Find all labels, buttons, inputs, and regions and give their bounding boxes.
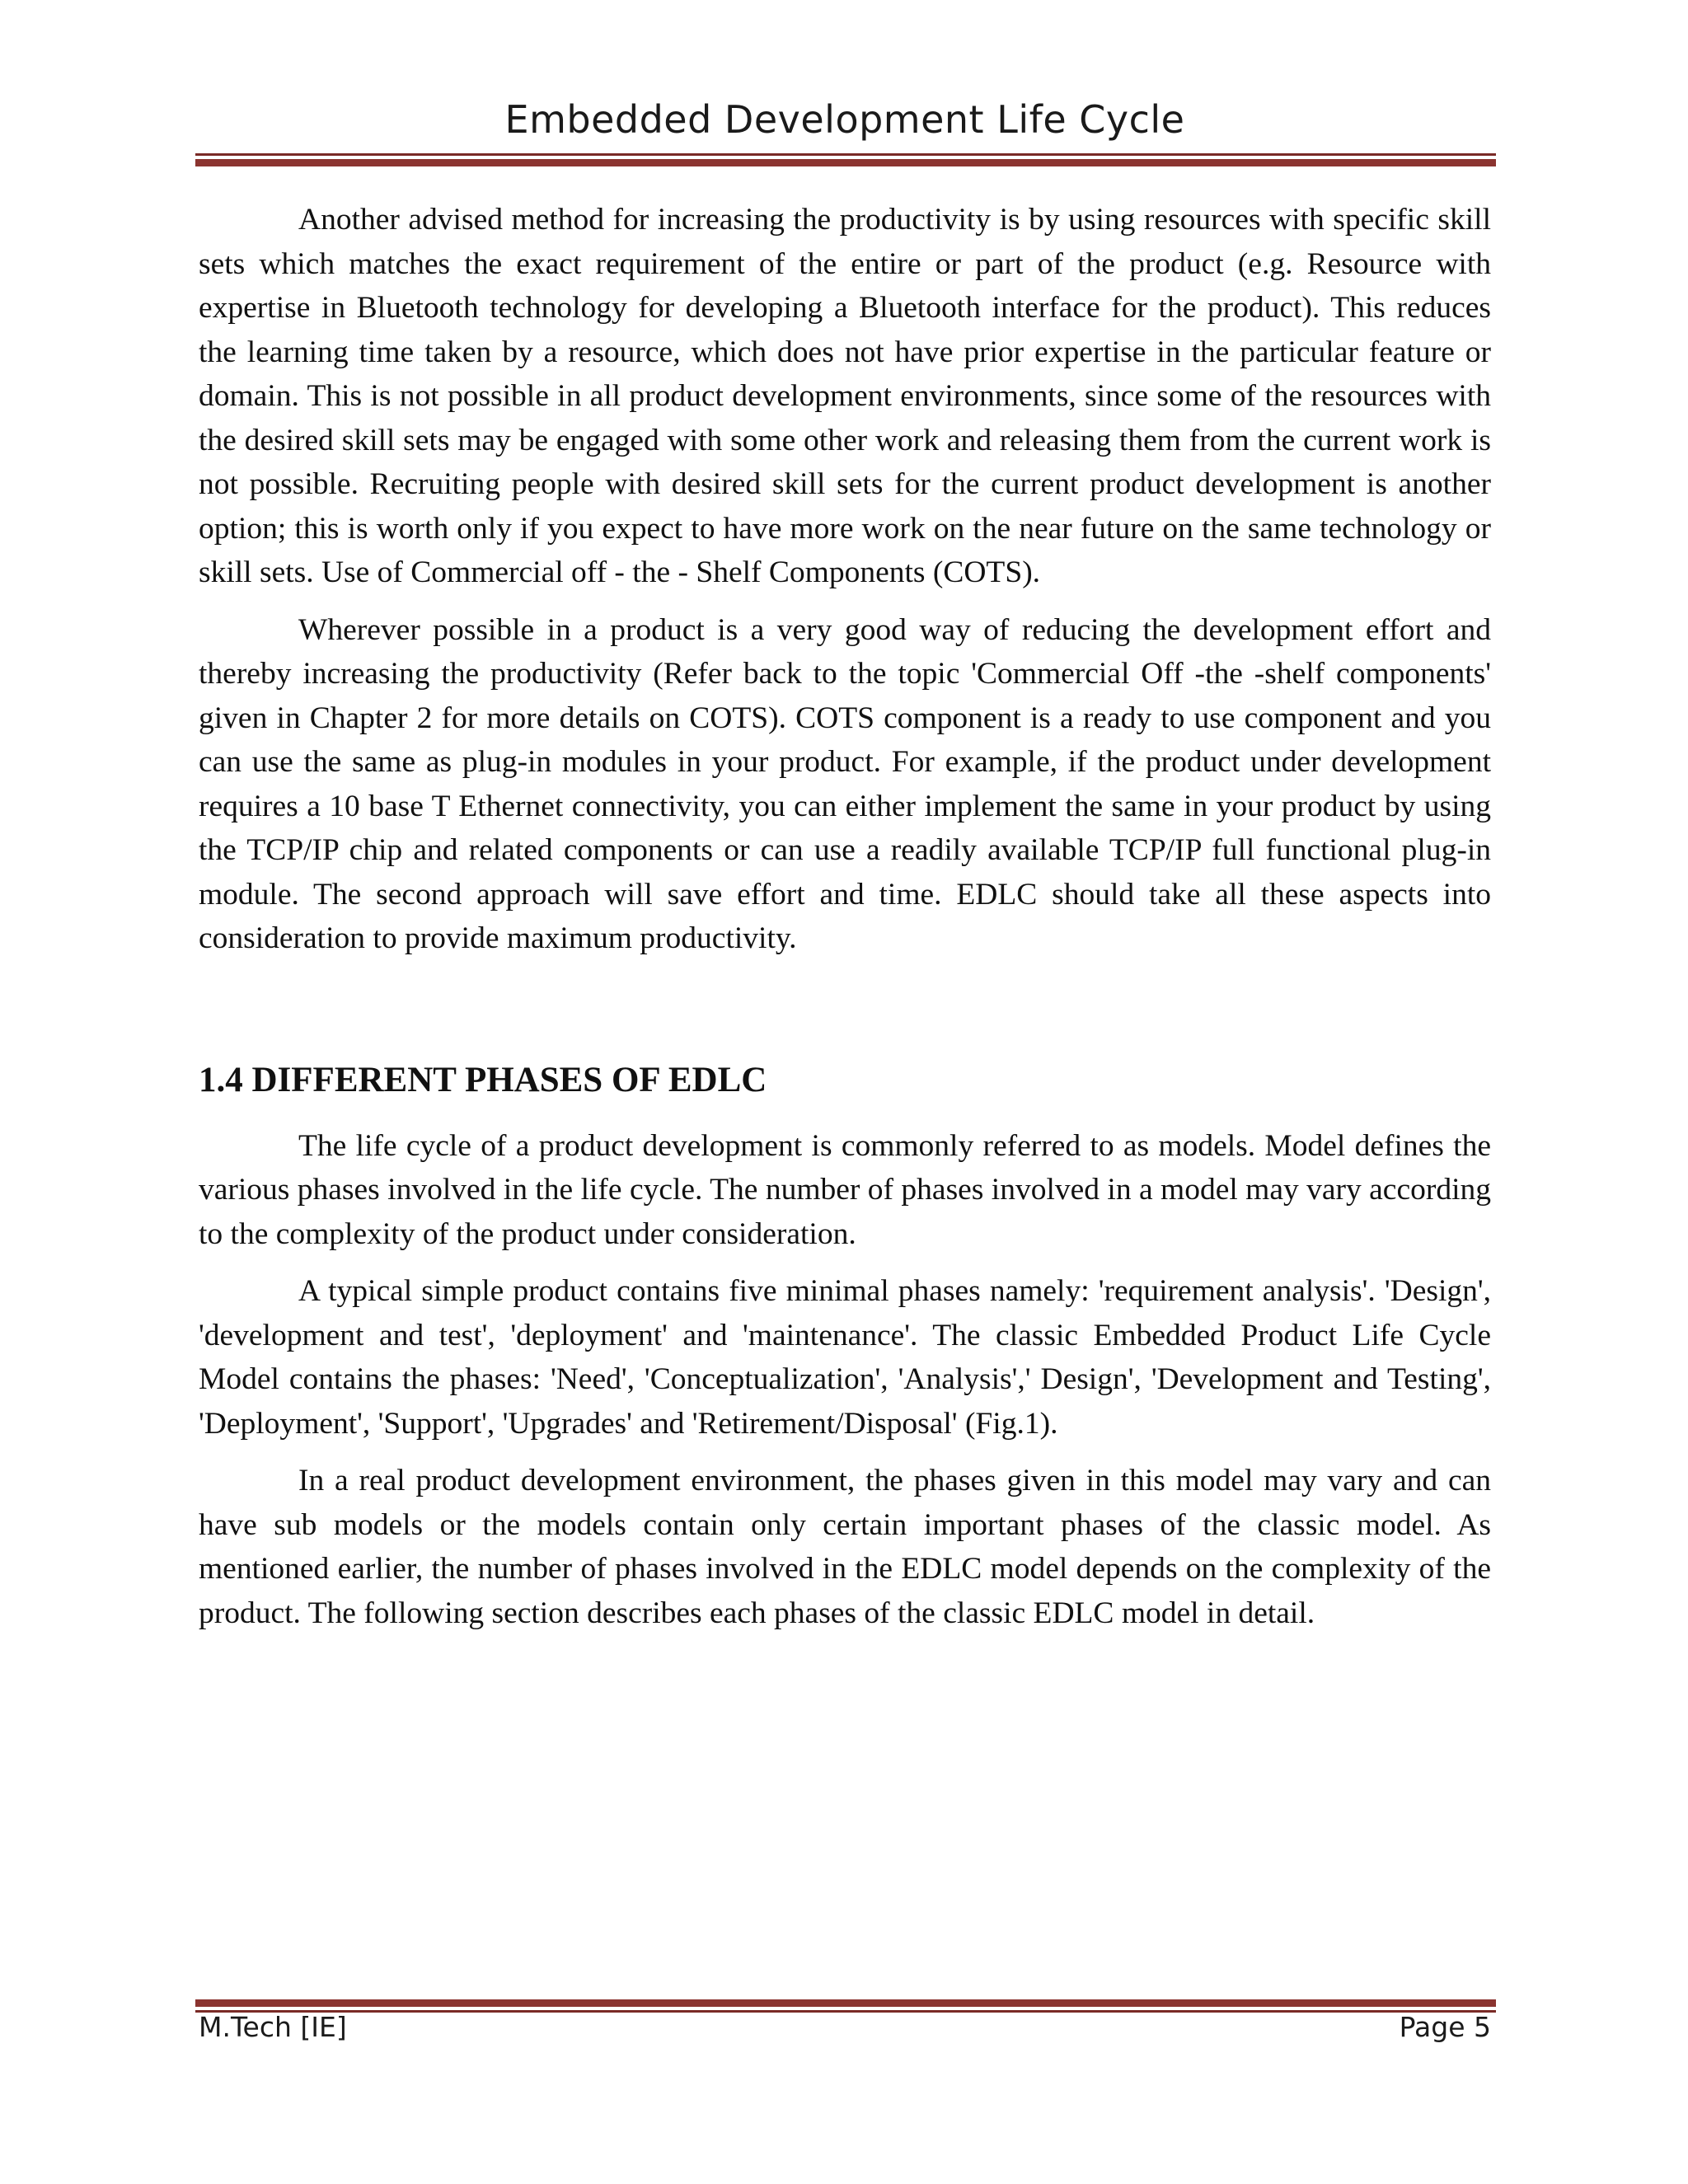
body-paragraph: Another advised method for increasing the productivity is by using resources with specific skill sets which matches the exact requirement of the entire or part of the product (e.g. Resource with expertise in Bluetooth technology for developing a Bluetooth interface for the product). This reduces the learning time taken by a resource, which does not have prior expertise in the particular feature or domain. This is not possible in all product development environments, since some of the resources with the desired skill sets may be engaged with some other work and releasing them from the current work is not possible. Recruiting people with desired skill sets for the current product development is another option; this is worth only if you expect to have more work on the near future on the same technology or skill sets. Use of Commercial off - the - Shelf Components (COTS). <box>199 203 1491 589</box>
section-paragraph: In a real product development environment, the phases given in this model may vary and can have sub models or the models contain only certain important phases of the classic model. As mentioned earlier, the number of phases involved in the EDLC model depends on the complexity of the product. The following section describes each phases of the classic EDLC model in detail. <box>199 1464 1491 1630</box>
body-paragraph: Wherever possible in a product is a very good way of reducing the development effort and thereby increasing the productivity (Refer back to the topic 'Commercial Off -the -shelf components' given in Chapter 2 for more details on COTS). COTS component is a ready to use component and you can use the same as plug-in modules in your product. For example, if the product under development requires a 10 base T Ethernet connectivity, you can either implement the same in your product by using the TCP/IP chip and related components or can use a readily available TCP/IP full functional plug-in module. The second approach will save effort and time. EDLC should take all these aspects into consideration to provide maximum productivity. <box>199 612 1491 955</box>
running-header-title: Embedded Development Life Cycle <box>504 97 1185 142</box>
section-heading: 1.4 DIFFERENT PHASES OF EDLC <box>199 1060 767 1099</box>
footer-page-number: Page 5 <box>1399 2011 1491 2043</box>
header-rule <box>195 153 1496 166</box>
footer-rule <box>195 1999 1496 2013</box>
page-body <box>199 198 1491 1648</box>
section-paragraph: The life cycle of a product development is commonly referred to as models. Model defines the various phases involved in the life cycle. The number of phases involved in a model may vary according to the complexity of the product under consideration. <box>199 1128 1491 1251</box>
footer-course-label: M.Tech [IE] <box>199 2011 347 2043</box>
section-paragraph: A typical simple product contains five minimal phases namely: 'requirement analysis'. 'Design', 'development and test', 'deployment' and 'maintenance'. The classic Embedded Product Life Cycle Model contains the phases: 'Need', 'Conceptualization', 'Analysis',' Design', 'Development and Testing', 'Deployment', 'Support', 'Upgrades' and 'Retirement/Disposal' (Fig.1). <box>199 1274 1491 1441</box>
